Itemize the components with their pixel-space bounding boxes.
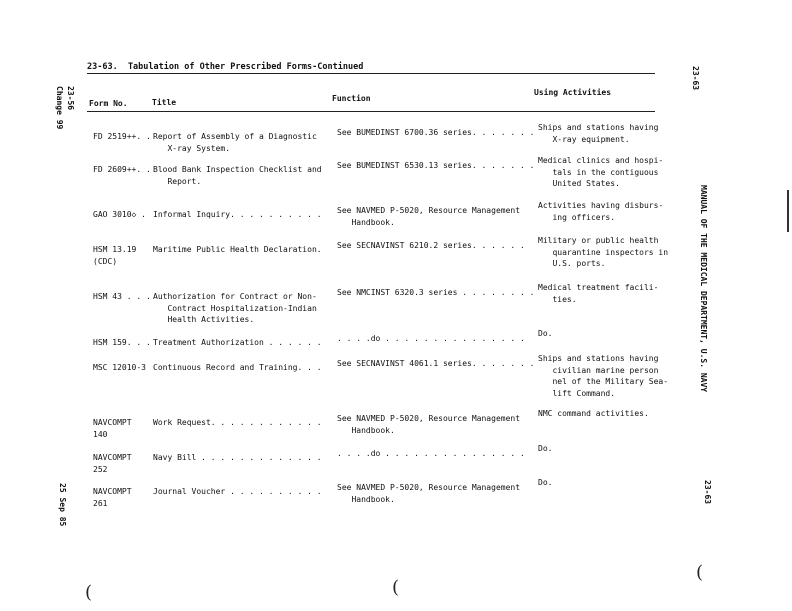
form-number: HSM 43 . . . bbox=[93, 292, 151, 301]
form-function: See BUMEDINST 6700.36 series. . . . . . . bbox=[337, 128, 535, 137]
form-number: NAVCOMPT 261 bbox=[93, 487, 132, 508]
column-header-using-activities: Using Activities bbox=[534, 88, 612, 97]
form-title: Navy Bill . . . . . . . . . . . . . bbox=[153, 453, 322, 462]
using-activities: Do. bbox=[538, 478, 553, 487]
column-header-form-no: Form No. bbox=[89, 99, 128, 108]
column-header-title: Title bbox=[152, 98, 177, 107]
caption-rule bbox=[87, 73, 655, 74]
form-title: Continuous Record and Training. . . bbox=[153, 363, 322, 372]
form-title: Journal Voucher . . . . . . . . . . bbox=[153, 487, 322, 496]
form-function: See NAVMED P-5020, Resource Management Handbook. bbox=[337, 206, 521, 227]
using-activities: Ships and stations having civilian marine person nel of the Military Sea- lift Command. bbox=[538, 354, 669, 398]
using-activities: Military or public health quarantine inspectors in U.S. ports. bbox=[538, 236, 669, 268]
column-header-function: Function bbox=[332, 94, 371, 103]
form-number: HSM 13.19 (CDC) bbox=[93, 245, 137, 266]
form-function: See BUMEDINST 6530.13 series. . . . . . . bbox=[337, 161, 535, 170]
form-function: . . . .do . . . . . . . . . . . . . . . bbox=[337, 449, 525, 458]
scan-edge-mark bbox=[787, 190, 789, 232]
using-activities: Medical treatment facili- ties. bbox=[538, 283, 659, 304]
form-title: Treatment Authorization . . . . . . bbox=[153, 338, 322, 347]
table-caption: 23-63. Tabulation of Other Prescribed Forms-Continued bbox=[87, 62, 364, 72]
form-function: . . . .do . . . . . . . . . . . . . . . bbox=[337, 334, 525, 343]
binding-mark-left: ( bbox=[85, 582, 93, 603]
form-title: Work Request. . . . . . . . . . . . bbox=[153, 418, 322, 427]
form-title: Blood Bank Inspection Checklist and Report. bbox=[153, 165, 322, 186]
section-number-bottom: 23-63 bbox=[703, 480, 712, 505]
form-number: NAVCOMPT 140 bbox=[93, 418, 132, 439]
form-number: NAVCOMPT 252 bbox=[93, 453, 132, 474]
form-function: See SECNAVINST 4061.1 series. . . . . . . bbox=[337, 359, 535, 368]
change-number: Change 99 bbox=[55, 86, 64, 130]
binding-mark-middle: ( bbox=[392, 577, 400, 598]
form-number: FD 2519++. . bbox=[93, 132, 151, 141]
form-function: See NAVMED P-5020, Resource Management Handbook. bbox=[337, 483, 521, 504]
binding-mark-right: ( bbox=[696, 562, 704, 583]
form-title: Maritime Public Health Declaration. bbox=[153, 245, 322, 254]
header-rule bbox=[87, 111, 655, 112]
form-number: GAO 3010◇ . bbox=[93, 210, 146, 219]
using-activities: Activities having disburs- ing officers. bbox=[538, 201, 664, 222]
form-title: Report of Assembly of a Diagnostic X-ray System. bbox=[153, 132, 317, 153]
issue-date: 25 Sep 85 bbox=[58, 483, 67, 527]
page-number: 23-56 bbox=[66, 86, 75, 111]
form-function: See NAVMED P-5020, Resource Management Handbook. bbox=[337, 414, 521, 435]
form-function: See NMCINST 6320.3 series . . . . . . . . bbox=[337, 288, 535, 297]
form-function: See SECNAVINST 6210.2 series. . . . . . bbox=[337, 241, 525, 250]
form-number: FD 2609++. . bbox=[93, 165, 151, 174]
form-title: Informal Inquiry. . . . . . . . . . bbox=[153, 210, 322, 219]
using-activities: Ships and stations having X-ray equipment. bbox=[538, 123, 659, 144]
form-title: Authorization for Contract or Non- Contract Hospitalization-Indian Health Activities. bbox=[153, 292, 317, 324]
using-activities: Do. bbox=[538, 329, 553, 338]
manual-title: MANUAL OF THE MEDICAL DEPARTMENT, U.S. NAVY bbox=[699, 185, 708, 393]
using-activities: Do. bbox=[538, 444, 553, 453]
using-activities: NMC command activities. bbox=[538, 409, 649, 418]
form-number: HSM 159. . . bbox=[93, 338, 151, 347]
using-activities: Medical clinics and hospi- tals in the contiguous United States. bbox=[538, 156, 664, 188]
section-number-top: 23-63 bbox=[691, 66, 700, 91]
form-number: MSC 12010-3 bbox=[93, 363, 146, 372]
